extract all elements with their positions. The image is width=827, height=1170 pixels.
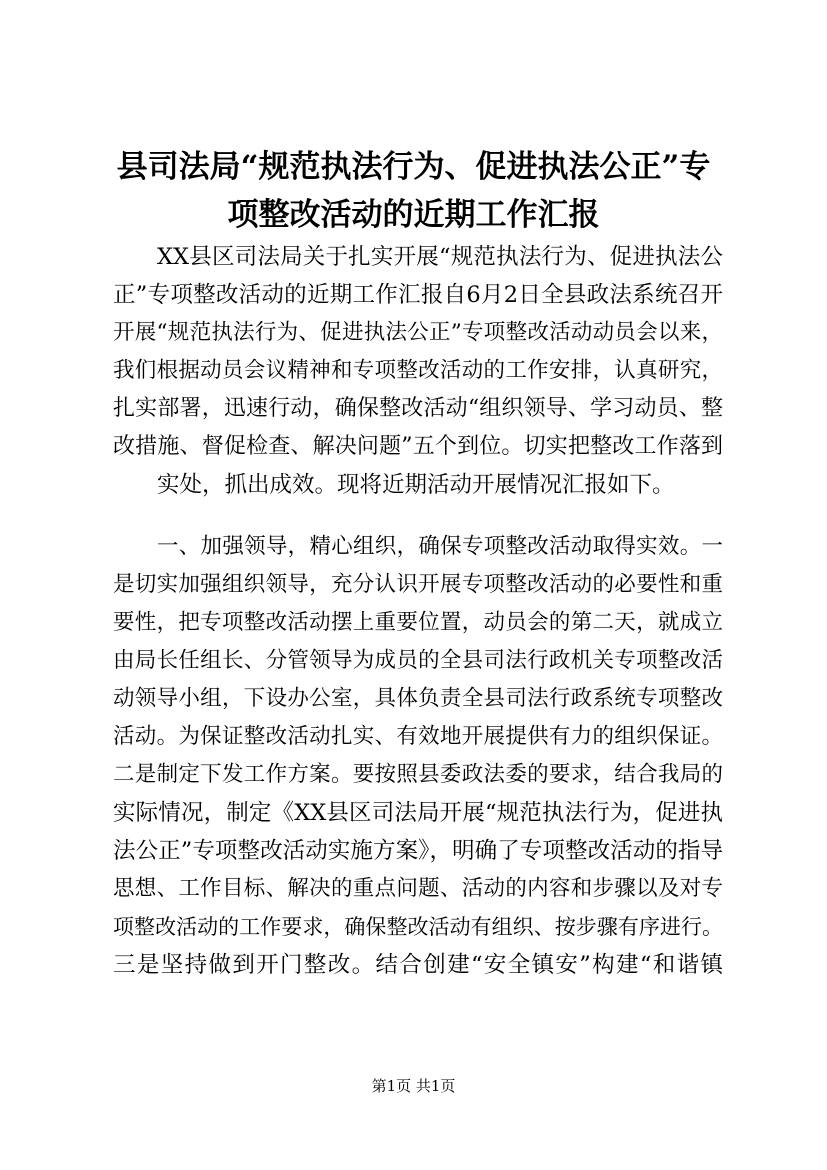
paragraph-line: 是切实加强组织领导，充分认识开展专项整改活动的必要性和重 — [113, 572, 723, 597]
paragraph-line: 三是坚持做到开门整改。结合创建“安全镇安”构建“和谐镇 — [113, 952, 723, 978]
paragraph-line: 正”专项整改活动的近期工作汇报自6月2日全县政法系统召开 — [113, 282, 723, 308]
document-title-line-1: 县司法局“规范执法行为、促进执法公正”专 — [116, 149, 711, 185]
paragraph-line: 由局长任组长、分管领导为成员的全县司法行政机关专项整改活 — [113, 648, 723, 673]
paragraph-line: 扎实部署，迅速行动，确保整改活动“组织领导、学习动员、整 — [113, 396, 723, 421]
paragraph-line: 动领导小组，下设办公室，具体负责全县司法行政系统专项整改 — [113, 686, 723, 711]
paragraph-line: 思想、工作目标、解决的重点问题、活动的内容和步骤以及对专 — [113, 876, 723, 901]
paragraph-line: 项整改活动的工作要求，确保整改活动有组织、按步骤有序进行。 — [113, 915, 723, 939]
paragraph-line: 要性，把专项整改活动摆上重要位置，动员会的第二天，就成立 — [113, 610, 723, 635]
paragraph-line: 实际情况，制定《XX县区司法局开展“规范执法行为，促进执 — [113, 800, 723, 826]
paragraph-line: 一、加强领导，精心组织，确保专项整改活动取得实效。一 — [157, 534, 723, 559]
paragraph-line: 我们根据动员会议精神和专项整改活动的工作安排，认真研究， — [113, 358, 723, 383]
page-number-footer: 第1页 共1页 — [371, 1077, 456, 1095]
paragraph-line: XX县区司法局关于扎实开展“规范执法行为、促进执法公 — [157, 244, 723, 270]
paragraph-line: 改措施、督促检查、解决问题”五个到位。切实把整改工作落到 — [113, 434, 723, 459]
paragraph-line: 活动。为保证整改活动扎实、有效地开展提供有力的组织保证。 — [113, 724, 723, 749]
paragraph-line: 法公正”专项整改活动实施方案》，明确了专项整改活动的指导 — [113, 838, 723, 864]
paragraph-line: 开展“规范执法行为、促进执法公正”专项整改活动动员会以来， — [113, 320, 723, 345]
paragraph-line: 实处，抓出成效。现将近期活动开展情况汇报如下。 — [157, 472, 675, 498]
paragraph-line: 二是制定下发工作方案。要按照县委政法委的要求，结合我局的 — [113, 762, 723, 787]
document-title-line-2: 项整改活动的近期工作汇报 — [227, 197, 600, 233]
